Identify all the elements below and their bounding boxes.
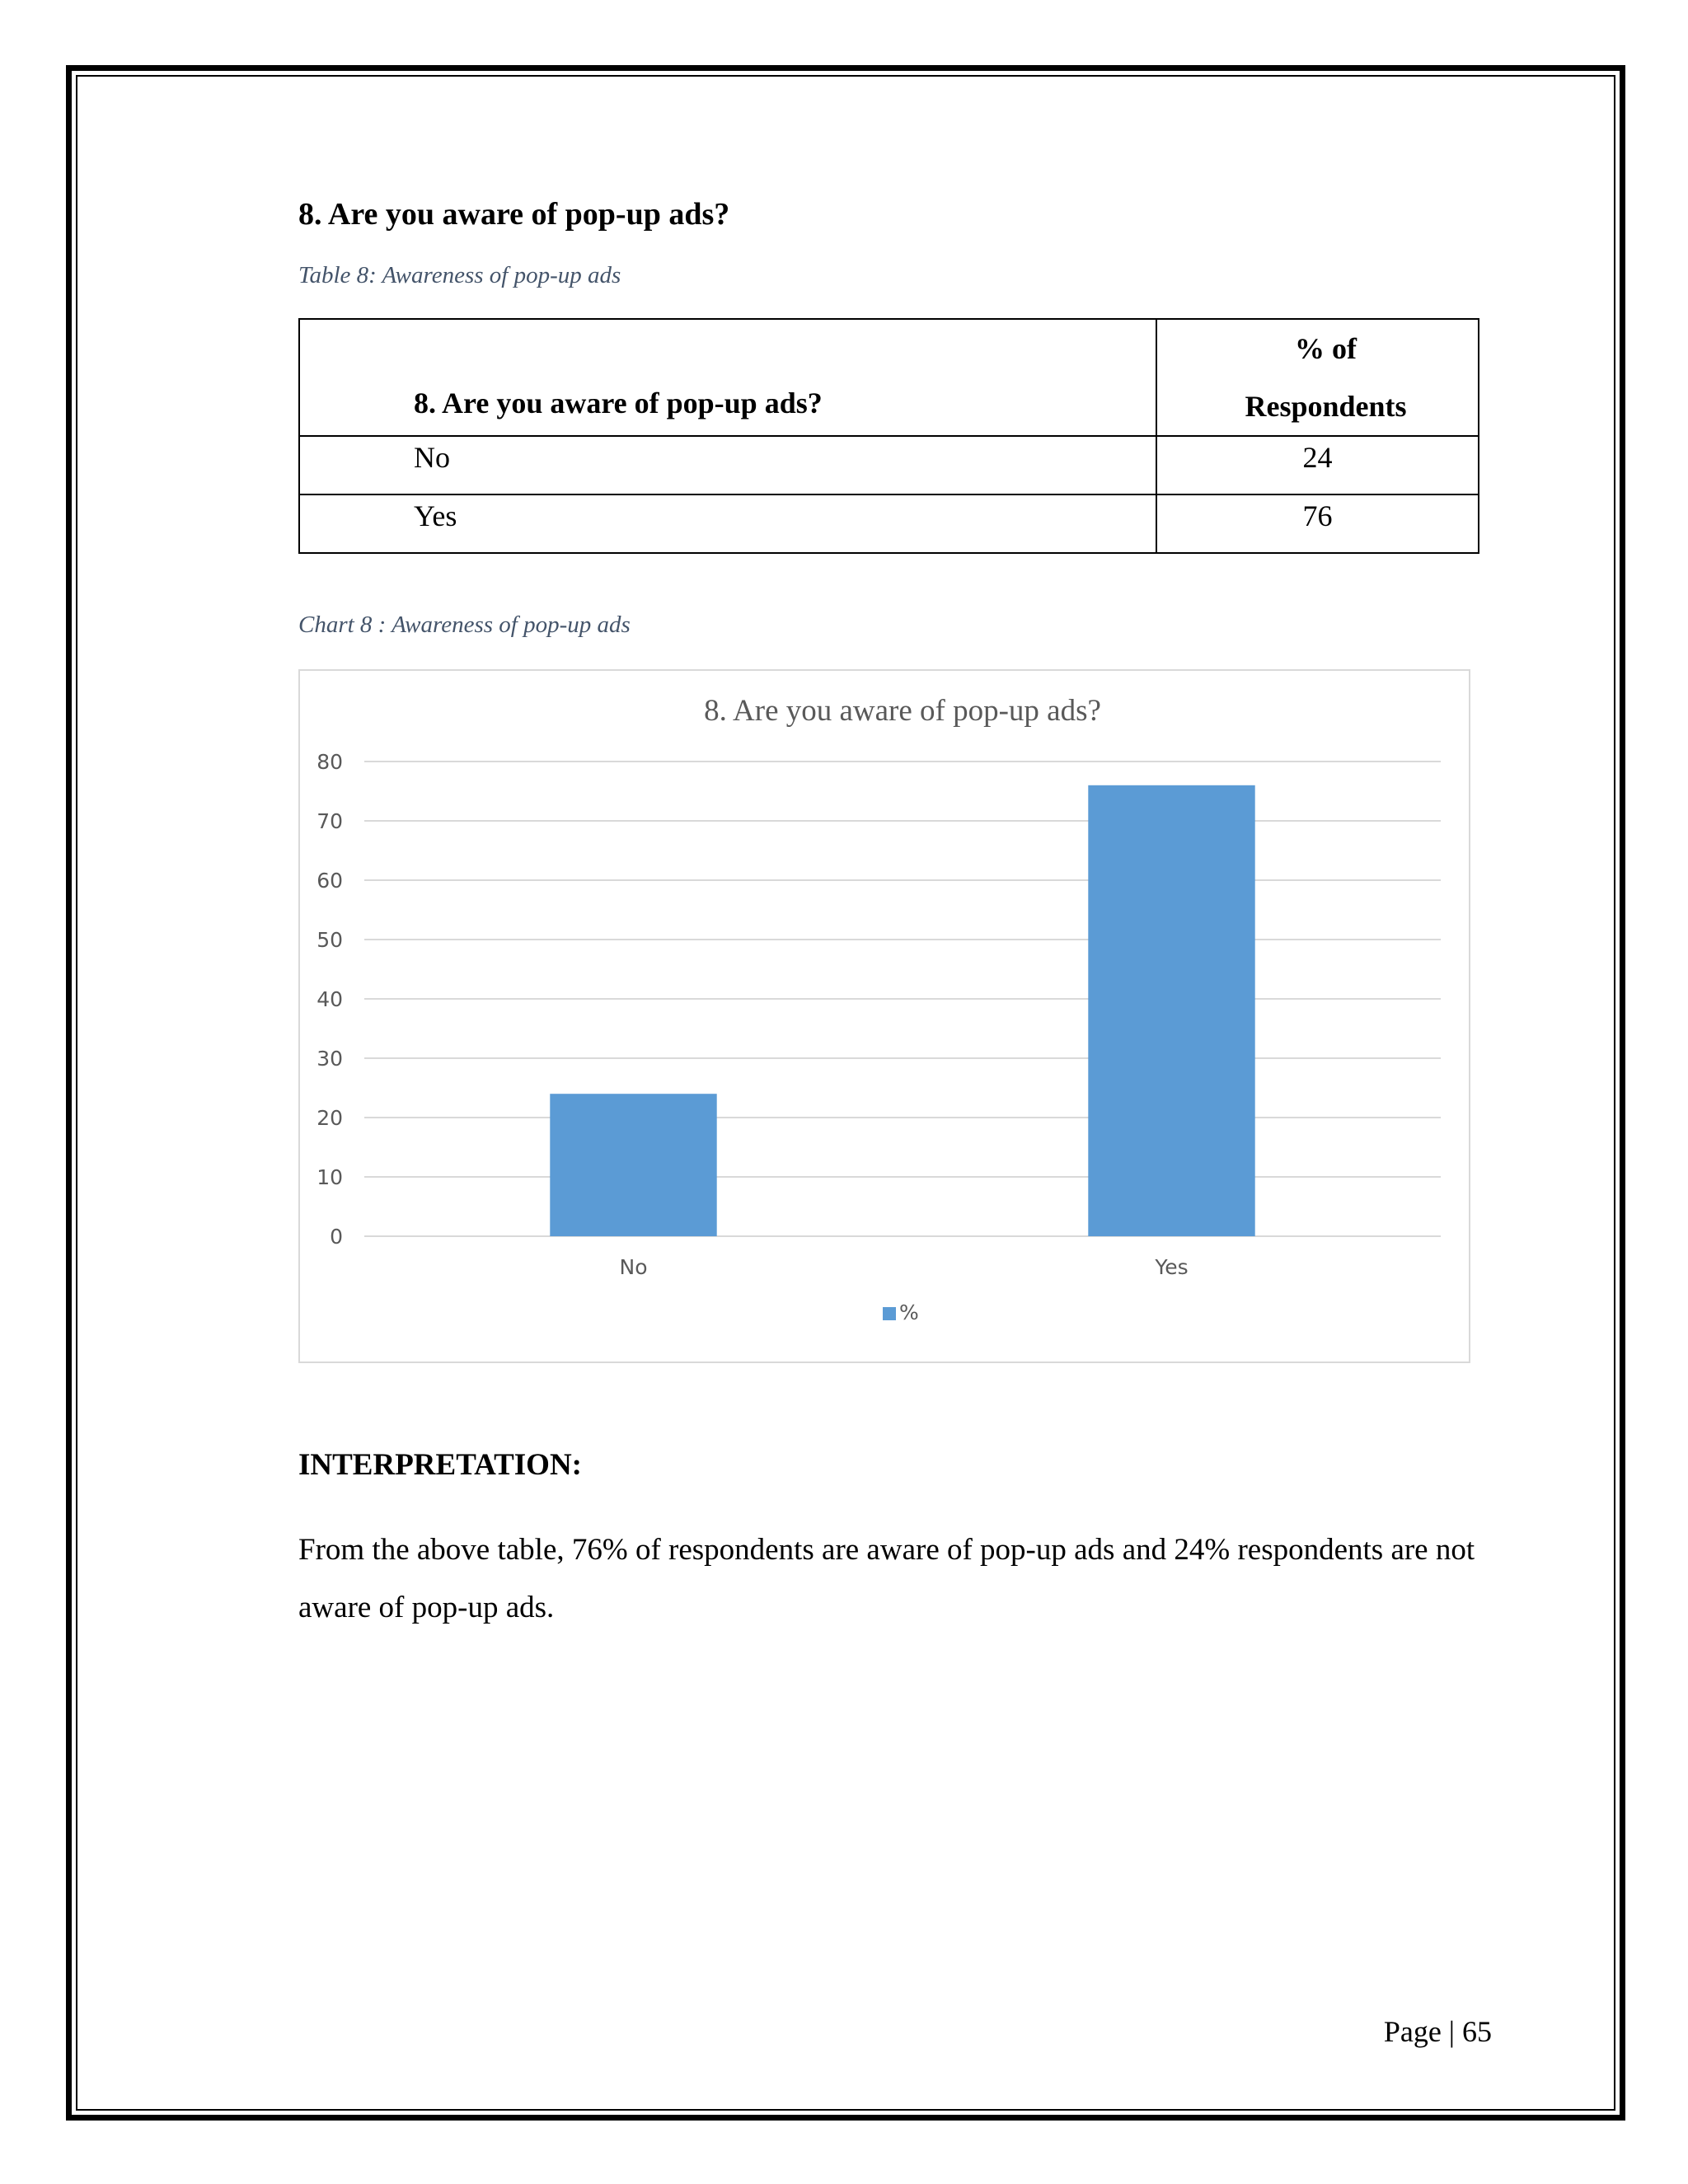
y-tick-label: 0 (330, 1225, 343, 1249)
y-tick-label: 60 (316, 869, 343, 893)
table-row (299, 494, 1479, 553)
awareness-table (298, 318, 1479, 554)
y-tick-label: 50 (316, 928, 343, 952)
interpretation-paragraph: From the above table, 76% of respondents are aware of pop-up ads and 24% respondents are not aware of pop-up ads. (298, 1533, 1475, 1624)
table-header-percent-line1: % of (1295, 332, 1357, 365)
y-tick-label: 70 (316, 809, 343, 833)
bar-no (550, 1094, 716, 1236)
y-tick-label: 20 (316, 1106, 343, 1130)
chart-title: 8. Are you aware of pop-up ads? (704, 694, 1101, 728)
table-cell-value: 76 (1156, 494, 1479, 553)
table-cell-label: No (299, 436, 1156, 494)
x-tick-label: No (619, 1255, 648, 1279)
y-tick-label: 80 (316, 750, 343, 774)
table-caption: Table 8: Awareness of pop-up ads (298, 262, 621, 288)
y-tick-label: 30 (316, 1047, 343, 1071)
y-tick-label: 40 (316, 987, 343, 1011)
x-tick-label: Yes (1155, 1255, 1189, 1279)
legend-label: % (899, 1301, 919, 1324)
table-row (299, 436, 1479, 494)
chart-caption: Chart 8 : Awareness of pop-up ads (298, 612, 631, 638)
page-number: Page | 65 (1383, 2015, 1492, 2048)
table-header-percent (1156, 319, 1479, 436)
table-header-row (299, 319, 1479, 436)
table-header-percent-line2: Respondents (1245, 390, 1407, 423)
legend-swatch (883, 1307, 896, 1320)
table-cell-label: Yes (299, 494, 1156, 553)
chart-container (298, 669, 1470, 1363)
table-header-question: 8. Are you aware of pop-up ads? (299, 319, 1156, 436)
table-cell-value: 24 (1156, 436, 1479, 494)
y-tick-label: 10 (316, 1165, 343, 1189)
interpretation-heading: INTERPRETATION: (298, 1448, 583, 1482)
question-heading: 8. Are you aware of pop-up ads? (298, 197, 730, 232)
bar-yes (1088, 785, 1254, 1236)
bar-chart (300, 671, 1469, 1361)
